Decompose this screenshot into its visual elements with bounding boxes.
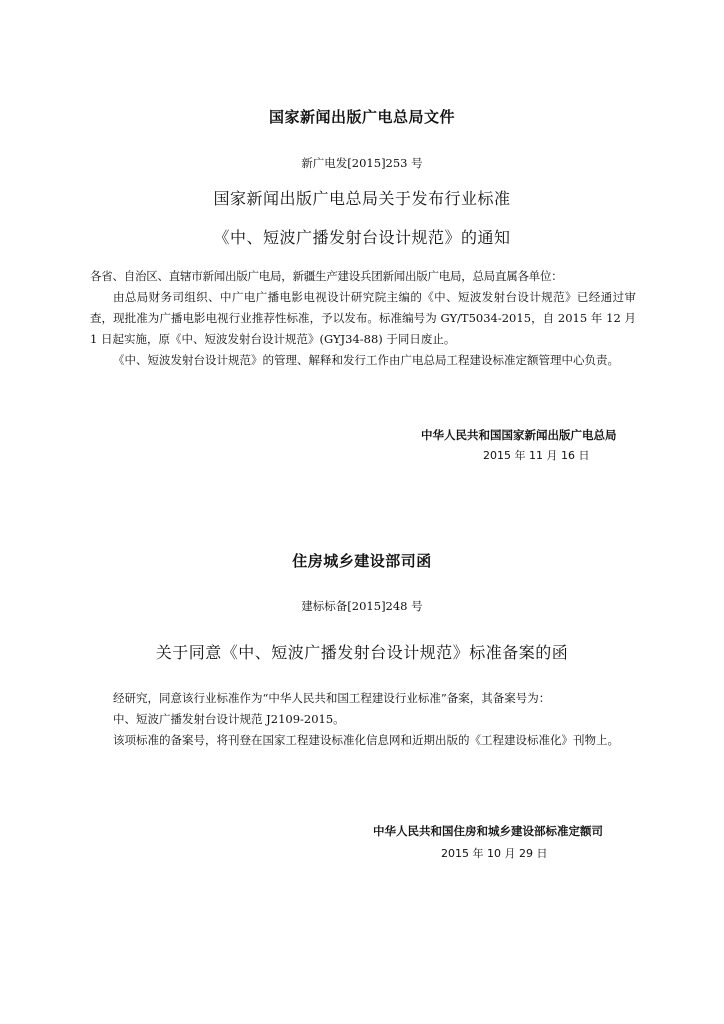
section1-addressee: 各省、自治区、直辖市新闻出版广电局，新疆生产建设兵团新闻出版广电局，总局直属各单位： bbox=[90, 269, 563, 283]
section2-paragraph-2: 中、短波广播发射台设计规范 J2109-2015。 bbox=[113, 712, 345, 726]
section1-date: 2015 年 11 月 16 日 bbox=[483, 449, 590, 462]
section2-paragraph-1: 经研究，同意该行业标准作为“中华人民共和国工程建设行业标准”备案，其备案号为： bbox=[113, 691, 551, 705]
section1-body bbox=[90, 266, 636, 371]
section2-paragraph-3: 该项标准的备案号，将刊登在国家工程建设标准化信息网和近期出版的《工程建设标准化》刊物上。 bbox=[113, 733, 619, 747]
section2-header: 住房城乡建设部司函 bbox=[292, 552, 432, 570]
section2-date: 2015 年 10 月 29 日 bbox=[441, 847, 548, 860]
section2-doc-number: 建标标备[2015]248 号 bbox=[301, 599, 423, 613]
section1-issuer: 中华人民共和国国家新闻出版广电总局 bbox=[421, 428, 617, 442]
section1-paragraph-2: 《中、短波发射台设计规范》的管理、解释和发行工作由广电总局工程建设标准定额管理中心负责。 bbox=[113, 353, 619, 367]
section1-doc-number: 新广电发[2015]253 号 bbox=[301, 156, 423, 170]
section1-title-line1: 国家新闻出版广电总局关于发布行业标准 bbox=[213, 189, 511, 208]
section1-paragraph-1: 由总局财务司组织、中广电广播电影电视设计研究院主编的《中、短波发射台设计规范》已经通过审查，现批准为广播电影电视行业推荐性标准，予以发布。标准编号为 GY/T5034-2015，自 2015 年 12 月 1 日起实施，原《中、短波发射台设计规范》(GYJ34-88) 于同日废止。 bbox=[90, 290, 636, 346]
section2-issuer: 中华人民共和国住房和城乡建设部标准定额司 bbox=[373, 824, 603, 838]
section1-title-line2: 《中、短波广播发射台设计规范》的通知 bbox=[213, 228, 511, 247]
section1-header: 国家新闻出版广电总局文件 bbox=[268, 108, 455, 126]
section2-body bbox=[90, 688, 636, 751]
section2-title: 关于同意《中、短波广播发射台设计规范》标准备案的函 bbox=[155, 643, 569, 662]
